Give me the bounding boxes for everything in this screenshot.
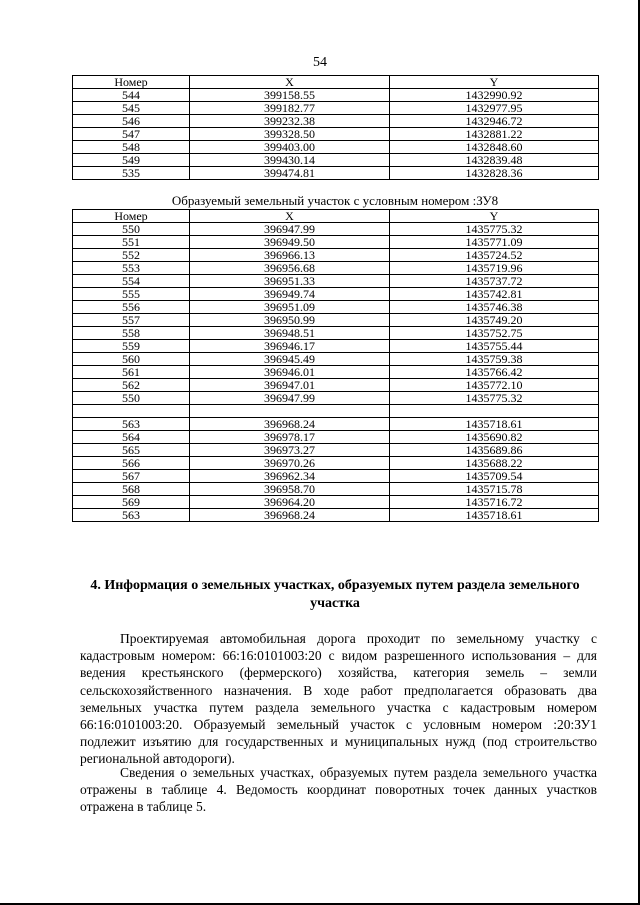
table-row (73, 431, 599, 444)
cell-y: 1435716.72 (390, 496, 599, 509)
cell-x: 396956.68 (190, 262, 390, 275)
cell-y: 1435742.81 (390, 288, 599, 301)
table-row (73, 275, 599, 288)
cell-y: 1435718.61 (390, 418, 599, 431)
table-row (73, 483, 599, 496)
page-number: 54 (313, 55, 327, 70)
cell-y: 1435746.38 (390, 301, 599, 314)
cell-y: 1435766.42 (390, 366, 599, 379)
table-row (73, 509, 599, 522)
cell-number: 556 (73, 301, 190, 314)
cell-y: 1435759.38 (390, 353, 599, 366)
table-row (73, 418, 599, 431)
cell-x: 399182.77 (190, 102, 390, 115)
cell-y: 1432990.92 (390, 89, 599, 102)
cell-number: 563 (73, 418, 190, 431)
cell-number: 563 (73, 509, 190, 522)
cell-y: 1435752.75 (390, 327, 599, 340)
cell-y: 1435689.86 (390, 444, 599, 457)
cell-number: 565 (73, 444, 190, 457)
header-y: Y (390, 76, 599, 89)
table-header-row (73, 76, 599, 89)
table-row (73, 327, 599, 340)
cell-number: 562 (73, 379, 190, 392)
table-row (73, 89, 599, 102)
cell-x: 396947.01 (190, 379, 390, 392)
cell-y: 1432848.60 (390, 141, 599, 154)
cell-y: 1435755.44 (390, 340, 599, 353)
table-row (73, 392, 599, 405)
cell-x: 396958.70 (190, 483, 390, 496)
cell-number: 569 (73, 496, 190, 509)
cell-x: 396968.24 (190, 418, 390, 431)
cell-number: 554 (73, 275, 190, 288)
cell-y: 1435775.32 (390, 392, 599, 405)
table-row (73, 249, 599, 262)
cell-y (390, 405, 599, 418)
paragraph-2: Сведения о земельных участках, образуемых путем раздела земельного участка отражены в таблице 4. Ведомость координат поворотных точек данных участков отражена в таблице 5. (80, 765, 597, 815)
table-row (73, 496, 599, 509)
cell-y: 1435771.09 (390, 236, 599, 249)
table-row (73, 102, 599, 115)
table-row (73, 115, 599, 128)
cell-x: 399474.81 (190, 167, 390, 180)
cell-number: 568 (73, 483, 190, 496)
cell-x: 396945.49 (190, 353, 390, 366)
cell-number: 564 (73, 431, 190, 444)
cell-number: 560 (73, 353, 190, 366)
cell-y: 1432881.22 (390, 128, 599, 141)
cell-x: 399430.14 (190, 154, 390, 167)
table-row (73, 470, 599, 483)
cell-y: 1432828.36 (390, 167, 599, 180)
cell-y: 1432977.95 (390, 102, 599, 115)
cell-number: 558 (73, 327, 190, 340)
table-row (73, 457, 599, 470)
table-2-caption: Образуемый земельный участок с условным номером :ЗУ8 (171, 193, 499, 208)
cell-x: 399328.50 (190, 128, 390, 141)
paragraph-1: Проектируемая автомобильная дорога проходит по земельному участку с кадастровым номером: 66:16:0101003:20 с видом разрешенного использования – для ведения крестьянского (фермерского) хозяйства, категория земель – земли сельскохозяйственного назначения. В ходе работ предполагается образовать два земельных участка путем раздела земельного участка с кадастровым номером 66:16:0101003:20. Образуемый земельный участок с условным номером :20:ЗУ1 подлежит изъятию для государственных и муниципальных нужд (под строительство региональной автодороги). (80, 631, 597, 767)
table-row (73, 223, 599, 236)
cell-number: 559 (73, 340, 190, 353)
cell-number: 557 (73, 314, 190, 327)
cell-x: 396946.17 (190, 340, 390, 353)
cell-x: 396946.01 (190, 366, 390, 379)
cell-x (190, 405, 390, 418)
cell-x: 396964.20 (190, 496, 390, 509)
cell-x: 396968.24 (190, 509, 390, 522)
header-x: X (190, 210, 390, 223)
cell-x: 399158.55 (190, 89, 390, 102)
table-row (73, 314, 599, 327)
cell-x: 396947.99 (190, 392, 390, 405)
cell-y: 1435724.52 (390, 249, 599, 262)
cell-number: 551 (73, 236, 190, 249)
cell-y: 1435709.54 (390, 470, 599, 483)
table-row (73, 353, 599, 366)
cell-number: 553 (73, 262, 190, 275)
cell-y: 1432946.72 (390, 115, 599, 128)
cell-x: 396973.27 (190, 444, 390, 457)
table-row (73, 379, 599, 392)
cell-number: 535 (73, 167, 190, 180)
table-row (73, 154, 599, 167)
cell-y: 1435737.72 (390, 275, 599, 288)
cell-number: 550 (73, 392, 190, 405)
coordinates-table-1 (72, 75, 599, 180)
cell-y: 1435775.32 (390, 223, 599, 236)
cell-x: 396978.17 (190, 431, 390, 444)
cell-number: 550 (73, 223, 190, 236)
cell-x: 396947.99 (190, 223, 390, 236)
table-row (73, 301, 599, 314)
table-row (73, 366, 599, 379)
cell-number: 547 (73, 128, 190, 141)
header-x: X (190, 76, 390, 89)
cell-x: 399403.00 (190, 141, 390, 154)
cell-y: 1435772.10 (390, 379, 599, 392)
table-row (73, 167, 599, 180)
cell-y: 1435715.78 (390, 483, 599, 496)
cell-y: 1435719.96 (390, 262, 599, 275)
cell-y: 1435718.61 (390, 509, 599, 522)
table-row (73, 128, 599, 141)
cell-x: 396962.34 (190, 470, 390, 483)
cell-number (73, 405, 190, 418)
header-number: Номер (73, 76, 190, 89)
cell-number: 567 (73, 470, 190, 483)
section-title: 4. Информация о земельных участках, образуемых путем раздела земельного участка (90, 578, 580, 611)
table-row (73, 288, 599, 301)
coordinates-table-2 (72, 209, 599, 522)
cell-y: 1435749.20 (390, 314, 599, 327)
cell-x: 396949.74 (190, 288, 390, 301)
cell-x: 396950.99 (190, 314, 390, 327)
table-row (73, 444, 599, 457)
cell-number: 549 (73, 154, 190, 167)
table-row (73, 141, 599, 154)
table-row (73, 340, 599, 353)
cell-x: 396948.51 (190, 327, 390, 340)
cell-number: 548 (73, 141, 190, 154)
table-header-row (73, 210, 599, 223)
cell-number: 544 (73, 89, 190, 102)
cell-x: 396970.26 (190, 457, 390, 470)
cell-x: 396951.33 (190, 275, 390, 288)
cell-y: 1435688.22 (390, 457, 599, 470)
cell-x: 396966.13 (190, 249, 390, 262)
cell-y: 1435690.82 (390, 431, 599, 444)
header-y: Y (390, 210, 599, 223)
cell-x: 396951.09 (190, 301, 390, 314)
cell-number: 552 (73, 249, 190, 262)
cell-number: 545 (73, 102, 190, 115)
cell-number: 566 (73, 457, 190, 470)
cell-number: 555 (73, 288, 190, 301)
table-row (73, 262, 599, 275)
table-row (73, 236, 599, 249)
cell-number: 546 (73, 115, 190, 128)
header-number: Номер (73, 210, 190, 223)
table-row (73, 405, 599, 418)
cell-y: 1432839.48 (390, 154, 599, 167)
cell-x: 399232.38 (190, 115, 390, 128)
cell-number: 561 (73, 366, 190, 379)
cell-x: 396949.50 (190, 236, 390, 249)
